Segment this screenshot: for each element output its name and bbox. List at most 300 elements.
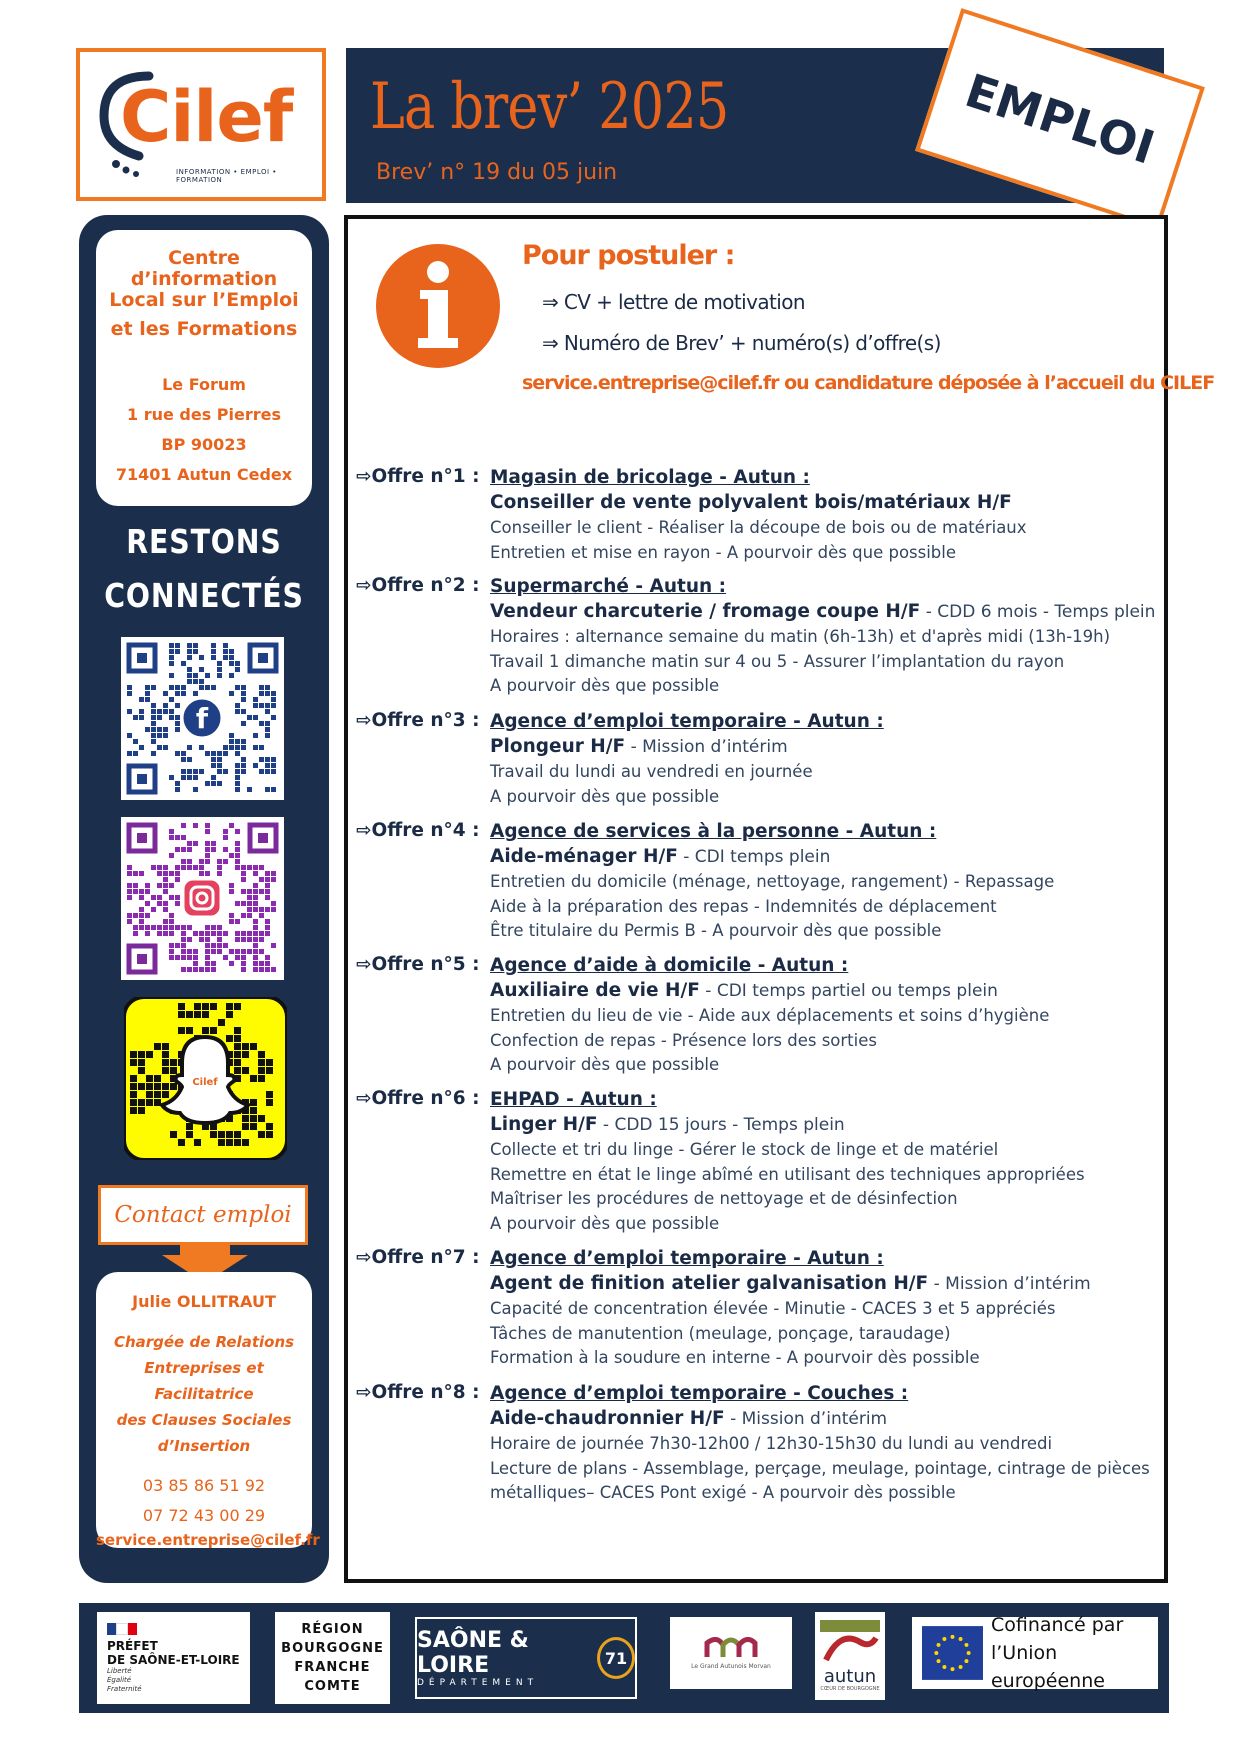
offer-number: ⇨Offre n°7 : — [356, 1247, 480, 1268]
qr-module — [226, 1035, 233, 1042]
qr-module — [223, 649, 228, 654]
qr-module — [217, 757, 222, 762]
offer-number: ⇨Offre n°5 : — [356, 954, 480, 975]
qr-module — [217, 781, 222, 786]
qr-module — [127, 913, 132, 918]
offer-number: ⇨Offre n°3 : — [356, 710, 480, 731]
qr-module — [253, 703, 258, 708]
eu-star-icon — [942, 1637, 946, 1641]
qr-module — [205, 853, 210, 858]
qr-module — [271, 757, 276, 762]
qr-module — [235, 661, 240, 666]
qr-module — [151, 685, 156, 690]
qr-module — [259, 931, 264, 936]
contact-phone[interactable]: 03 85 86 51 92 — [142, 1476, 266, 1495]
qr-module — [234, 1131, 241, 1138]
qr-module — [253, 919, 258, 924]
qr-module — [193, 841, 198, 846]
arrow-right-icon: ⇨ — [356, 1382, 372, 1403]
qr-module — [139, 871, 144, 876]
qr-module — [181, 925, 186, 930]
qr-module — [199, 931, 204, 936]
qr-module — [193, 961, 198, 966]
autun-mark-icon — [820, 1620, 880, 1664]
qr-module — [250, 1115, 257, 1122]
qr-module — [229, 655, 234, 660]
qr-module — [211, 967, 216, 972]
qr-module — [229, 673, 234, 678]
saone-et-loire-logo — [415, 1617, 637, 1699]
qr-module — [145, 901, 150, 906]
qr-module — [235, 931, 240, 936]
qr-module — [241, 745, 246, 750]
qr-module — [151, 721, 156, 726]
qr-module — [163, 907, 168, 912]
facebook-qr-code[interactable] — [121, 637, 284, 800]
qr-module — [235, 685, 240, 690]
qr-module — [130, 1099, 137, 1106]
apply-item-text: CV + lettre de motivation — [563, 290, 805, 314]
qr-module — [235, 667, 240, 672]
qr-module — [247, 913, 252, 918]
qr-module — [199, 667, 204, 672]
offer-detail: A pourvoir dès que possible — [490, 1213, 720, 1233]
qr-module — [175, 787, 180, 792]
qr-module — [259, 907, 264, 912]
arrow-right-icon: ⇒ — [542, 290, 564, 314]
qr-module — [259, 877, 264, 882]
qr-module — [271, 703, 276, 708]
qr-module — [163, 919, 168, 924]
qr-module — [151, 751, 156, 756]
qr-module — [259, 961, 264, 966]
qr-module — [223, 769, 228, 774]
qr-module — [181, 943, 186, 948]
apply-item — [542, 290, 805, 314]
qr-module — [253, 895, 258, 900]
contact-name: Julie OLLITRAUT — [132, 1292, 276, 1311]
offer-number: ⇨Offre n°8 : — [356, 1382, 480, 1403]
offer-title: Aide-ménager H/F - CDI temps plein — [490, 846, 831, 867]
qr-module — [271, 907, 276, 912]
qr-module — [265, 703, 270, 708]
qr-module — [217, 943, 222, 948]
qr-module — [139, 925, 144, 930]
qr-module — [253, 697, 258, 702]
prefet-line: DE SAÔNE-ET-LOIRE — [107, 1652, 240, 1667]
qr-module — [175, 751, 180, 756]
qr-module — [175, 685, 180, 690]
qr-module — [139, 745, 144, 750]
qr-module — [265, 769, 270, 774]
qr-module — [193, 967, 198, 972]
qr-module — [202, 1003, 209, 1010]
qr-module — [181, 847, 186, 852]
qr-module — [211, 943, 216, 948]
qr-module — [241, 721, 246, 726]
qr-module — [169, 949, 174, 954]
qr-module — [154, 1075, 161, 1082]
qr-module — [187, 859, 192, 864]
qr-module — [259, 703, 264, 708]
offer-detail: Horaires : alternance semaine du matin (6h-13h) et d'après midi (13h-19h) — [490, 627, 1111, 646]
qr-module — [187, 925, 192, 930]
qr-module — [229, 691, 234, 696]
contact-role-line: Entreprises et Facilitatrice — [144, 1359, 264, 1403]
qr-module — [163, 709, 168, 714]
qr-module — [145, 931, 150, 936]
qr-module — [186, 1027, 193, 1034]
offer-detail: Collecte et tri du linge - Gérer le stock de linge et de matériel — [490, 1140, 999, 1159]
qr-module — [199, 745, 204, 750]
offer-title: Vendeur charcuterie / fromage coupe H/F - CDD 6 mois - Temps plein — [490, 601, 1156, 622]
qr-module — [247, 907, 252, 912]
qr-module — [217, 769, 222, 774]
qr-module — [217, 751, 222, 756]
qr-module — [234, 1059, 241, 1066]
qr-module — [178, 1027, 185, 1034]
qr-module — [247, 937, 252, 942]
qr-module — [241, 955, 246, 960]
qr-module — [205, 781, 210, 786]
qr-module — [217, 937, 222, 942]
apply-email-line[interactable]: service.entreprise@cilef.fr ou candidature déposée à l’accueil du CILEF — [522, 372, 1215, 394]
qr-module — [157, 733, 162, 738]
qr-module — [235, 859, 240, 864]
info-icon — [374, 242, 502, 370]
qr-module — [163, 727, 168, 732]
qr-module — [258, 1059, 265, 1066]
qr-module — [170, 1083, 177, 1090]
qr-code-icon — [121, 817, 284, 980]
qr-module — [265, 877, 270, 882]
qr-module — [145, 727, 150, 732]
qr-module — [241, 697, 246, 702]
qr-module — [205, 937, 210, 942]
qr-module — [193, 787, 198, 792]
address-line: 1 rue des Pierres — [126, 405, 282, 424]
qr-module — [271, 763, 276, 768]
cilef-logo — [76, 48, 326, 201]
qr-module — [145, 913, 150, 918]
eu-star-icon — [951, 1667, 955, 1671]
qr-module — [187, 649, 192, 654]
qr-module — [175, 727, 180, 732]
qr-module — [253, 937, 258, 942]
qr-module — [241, 763, 246, 768]
address-line: 71401 Autun Cedex — [115, 465, 293, 484]
qr-module — [235, 841, 240, 846]
qr-module — [157, 727, 162, 732]
qr-module — [145, 925, 150, 930]
qr-module — [193, 679, 198, 684]
qr-module — [146, 1051, 153, 1058]
qr-module — [265, 955, 270, 960]
qr-module — [210, 1131, 217, 1138]
qr-module — [241, 691, 246, 696]
qr-module — [157, 865, 162, 870]
qr-module — [175, 901, 180, 906]
offer-detail: Horaire de journée 7h30-12h00 / 12h30-15h30 du lundi au vendredi — [490, 1434, 1053, 1453]
qr-module — [247, 787, 252, 792]
qr-module — [271, 943, 276, 948]
qr-module — [266, 1131, 273, 1138]
qr-module — [241, 901, 246, 906]
offer-employer: Agence d’aide à domicile - Autun : — [490, 955, 849, 976]
emploi-label: EMPLOI — [959, 63, 1161, 175]
qr-module — [187, 769, 192, 774]
qr-module — [138, 1083, 145, 1090]
qr-module — [210, 1027, 217, 1034]
issue-subtitle: Brev’ n° 19 du 05 juin — [376, 160, 618, 185]
apply-item — [542, 331, 941, 355]
qr-module — [259, 937, 264, 942]
qr-module — [241, 913, 246, 918]
qr-module — [223, 835, 228, 840]
qr-module — [181, 691, 186, 696]
qr-module — [241, 937, 246, 942]
qr-module — [133, 715, 138, 720]
qr-module — [193, 775, 198, 780]
qr-module — [151, 715, 156, 720]
contact-mobile[interactable]: 07 72 43 00 29 — [142, 1506, 266, 1525]
arrow-right-icon: ⇨ — [356, 1088, 372, 1109]
offer-detail: métalliques– CACES Pont exigé - A pourvoir dès possible — [490, 1483, 956, 1502]
qr-module — [266, 1099, 273, 1106]
qr-module — [235, 949, 240, 954]
qr-module — [154, 1091, 161, 1098]
qr-module — [218, 1019, 225, 1026]
qr-module — [181, 937, 186, 942]
qr-module — [157, 883, 162, 888]
qr-module — [229, 733, 234, 738]
qr-module — [235, 955, 240, 960]
qr-module — [186, 1123, 193, 1130]
eu-line: l’Union européenne — [990, 1642, 1105, 1692]
qr-module — [169, 835, 174, 840]
qr-module — [259, 913, 264, 918]
qr-module — [226, 1003, 233, 1010]
qr-module — [169, 925, 174, 930]
prefet-motto: Égalité — [107, 1675, 132, 1684]
qr-module — [130, 1059, 137, 1066]
qr-module — [178, 1139, 185, 1146]
arrow-right-icon: ⇨ — [356, 820, 372, 841]
qr-module — [133, 871, 138, 876]
qr-module — [229, 853, 234, 858]
qr-module — [193, 649, 198, 654]
centre-title-line: Centre d’information — [130, 247, 278, 290]
qr-module — [247, 895, 252, 900]
qr-module — [169, 943, 174, 948]
qr-module — [205, 829, 210, 834]
qr-module — [127, 889, 132, 894]
qr-module — [178, 1011, 185, 1018]
qr-module — [211, 931, 216, 936]
qr-module — [178, 1003, 185, 1010]
prefet-logo — [97, 1612, 250, 1704]
qr-module — [199, 865, 204, 870]
qr-module — [205, 961, 210, 966]
qr-module — [169, 661, 174, 666]
qr-module — [226, 1011, 233, 1018]
qr-module — [127, 871, 132, 876]
qr-module — [229, 649, 234, 654]
qr-module — [235, 787, 240, 792]
qr-module — [181, 775, 186, 780]
qr-module — [181, 967, 186, 972]
qr-module — [162, 1091, 169, 1098]
qr-module — [193, 931, 198, 936]
qr-module — [157, 895, 162, 900]
qr-module — [211, 649, 216, 654]
qr-module — [253, 931, 258, 936]
qr-module — [175, 847, 180, 852]
qr-module — [181, 751, 186, 756]
qr-module — [193, 823, 198, 828]
offer-detail: Maîtriser les procédures de nettoyage et de désinfection — [490, 1189, 958, 1208]
qr-module — [253, 745, 258, 750]
qr-module — [175, 703, 180, 708]
grand-autunois-text: Le Grand Autunois Morvan — [691, 1662, 771, 1670]
french-flag-icon — [107, 1623, 137, 1635]
qr-module — [187, 757, 192, 762]
qr-module — [151, 703, 156, 708]
qr-code-icon — [124, 997, 287, 1160]
qr-module — [229, 961, 234, 966]
restons-connectes-heading — [97, 515, 312, 623]
qr-module — [265, 895, 270, 900]
qr-module — [130, 1083, 137, 1090]
prefet-motto: Liberté — [107, 1666, 132, 1675]
qr-module — [265, 931, 270, 936]
qr-module — [250, 1107, 257, 1114]
qr-module — [169, 775, 174, 780]
qr-code-icon — [121, 637, 284, 800]
qr-module — [253, 967, 258, 972]
eu-star-icon — [937, 1643, 941, 1647]
qr-module — [235, 703, 240, 708]
qr-module — [247, 889, 252, 894]
qr-module — [241, 871, 246, 876]
qr-module — [223, 943, 228, 948]
qr-module — [163, 703, 168, 708]
qr-module — [271, 769, 276, 774]
qr-module — [138, 1099, 145, 1106]
instagram-icon — [183, 879, 221, 917]
arrow-right-icon: ⇨ — [356, 710, 372, 731]
qr-module — [133, 883, 138, 888]
page-title: La brev’ 2025 — [370, 70, 729, 144]
qr-module — [266, 1091, 273, 1098]
qr-module — [170, 1059, 177, 1066]
qr-module — [169, 853, 174, 858]
qr-module — [242, 1139, 249, 1146]
offer-title: Agent de finition atelier galvanisation H/F - Mission d’intérim — [490, 1273, 1091, 1294]
qr-module — [181, 955, 186, 960]
qr-module — [187, 955, 192, 960]
qr-module — [258, 1051, 265, 1058]
offer-employer: Supermarché - Autun : — [490, 576, 727, 597]
eu-star-icon — [942, 1665, 946, 1669]
qr-module — [163, 883, 168, 888]
qr-module — [193, 769, 198, 774]
qr-module — [199, 769, 204, 774]
qr-module — [271, 901, 276, 906]
qr-module — [169, 931, 174, 936]
qr-module — [229, 745, 234, 750]
snapchat-code[interactable] — [124, 997, 287, 1160]
saone-name: SAÔNE & LOIRE — [417, 1628, 529, 1678]
qr-module — [163, 691, 168, 696]
autun-sub: CŒUR DE BOURGOGNE — [820, 1686, 880, 1692]
qr-module — [127, 751, 132, 756]
qr-module — [157, 745, 162, 750]
qr-module — [265, 721, 270, 726]
qr-module — [217, 673, 222, 678]
qr-module — [229, 883, 234, 888]
qr-module — [253, 925, 258, 930]
offer-detail: Remettre en état le linge abîmé en utilisant des techniques appropriées — [490, 1164, 1085, 1184]
qr-module — [235, 919, 240, 924]
qr-module — [151, 709, 156, 714]
qr-module — [133, 739, 138, 744]
apply-item-text: Numéro de Brev’ + numéro(s) d’offre(s) — [563, 331, 941, 355]
qr-module — [169, 673, 174, 678]
qr-module — [169, 697, 174, 702]
instagram-qr-code[interactable] — [121, 817, 284, 980]
qr-module — [250, 1099, 257, 1106]
offer-number: ⇨Offre n°1 : — [356, 466, 480, 487]
qr-module — [234, 1139, 241, 1146]
qr-module — [127, 691, 132, 696]
qr-module — [169, 955, 174, 960]
qr-module — [162, 1059, 169, 1066]
qr-module — [271, 691, 276, 696]
qr-module — [235, 769, 240, 774]
qr-module — [163, 733, 168, 738]
qr-module — [229, 739, 234, 744]
qr-module — [241, 865, 246, 870]
qr-module — [138, 1051, 145, 1058]
qr-module — [253, 943, 258, 948]
qr-module — [253, 715, 258, 720]
qr-module — [266, 1123, 273, 1130]
qr-module — [241, 931, 246, 936]
qr-module — [235, 847, 240, 852]
qr-module — [130, 1075, 137, 1082]
qr-module — [199, 937, 204, 942]
eu-star-icon — [937, 1659, 941, 1663]
qr-module — [187, 667, 192, 672]
eu-star-icon — [934, 1651, 938, 1655]
qr-module — [169, 919, 174, 924]
qr-module — [229, 661, 234, 666]
qr-module — [205, 673, 210, 678]
qr-module — [187, 847, 192, 852]
qr-module — [181, 661, 186, 666]
qr-module — [253, 733, 258, 738]
qr-module — [193, 865, 198, 870]
contact-email[interactable]: service.entreprise@cilef.fr — [96, 1531, 320, 1549]
qr-module — [271, 715, 276, 720]
qr-module — [157, 901, 162, 906]
qr-module — [258, 1067, 265, 1074]
qr-module — [241, 769, 246, 774]
eu-star-icon — [959, 1665, 963, 1669]
qr-module — [223, 751, 228, 756]
region-line: BOURGOGNE — [281, 1641, 384, 1656]
